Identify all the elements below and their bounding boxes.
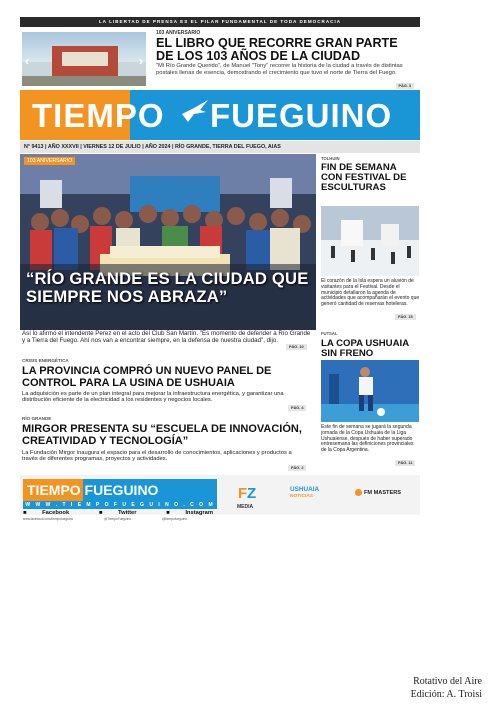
- mirgor-text: La Fundación Mirgor inaugura el espacio para el desarrollo de conocimientos, aplicaciones y productos a través de diferentes programas, proyectos y actividades.: [22, 450, 292, 463]
- instagram-icon: ■: [166, 510, 170, 516]
- facebook-icon: ■: [23, 510, 27, 516]
- energy-text: La adquisición es parte de un plan integral para mejorar la infraestructura energética, y garantizar una distribución eficiente de la electricidad a los residentes y negocios locales.: [22, 391, 284, 404]
- hero-kicker: 103 ANIVERSARIO: [24, 157, 75, 165]
- promo-text: "Mi Río Grande Querido", de Manuel "Tony" recorrer la historia de la ciudad a través de distintas postales llenas de esencia, demostrando el crecimiento que tuvo el norte de Tierra del Fuego.: [156, 63, 403, 76]
- futsal-title[interactable]: LA COPA USHUAIA SIN FRENO: [321, 338, 409, 360]
- credit-editor: Edición: A. Troisi: [410, 689, 482, 700]
- bird-icon: [180, 96, 210, 126]
- sculpture-photo: [321, 206, 419, 276]
- social-links: [23, 510, 241, 516]
- radio-icon: [355, 489, 362, 496]
- promo-title[interactable]: EL LIBRO QUE RECORRE GRAN PARTE DE LOS 103 AÑOS DE LA CIUDAD: [156, 36, 398, 63]
- promo-kicker: 103 ANIVERSARIO: [156, 30, 201, 36]
- futsal-photo: [321, 360, 419, 422]
- twitter-icon: ■: [98, 510, 103, 516]
- footer-logo: TIEMPO FUEGUINO: [23, 479, 217, 501]
- ushuaia-noticias-logo[interactable]: USHUAIA NOTICIAS: [290, 486, 320, 499]
- credit-source: Rotativo del Aire: [413, 676, 482, 687]
- page-ref: PÁG. 2: [288, 465, 306, 471]
- sculpture-kicker: TOLHUIN: [321, 156, 340, 161]
- page-ref: PÁG. 11: [395, 460, 415, 466]
- footer: [20, 475, 420, 521]
- issue-info: N° 9413 | AÑO XXXVII | VIERNES 12 DE JULIO | AÑO 2024 | RÍO GRANDE, TIERRA DEL FUEGO, AIAS: [20, 141, 420, 153]
- site-url[interactable]: W W W . T I E M P O F U E G U I N O . C O M: [23, 501, 217, 509]
- fm-masters-logo[interactable]: FM MASTERS: [355, 489, 401, 496]
- hero-lead: Así lo afirmó el intendente Perez en el acto del Club San Martín. "Es momento de defender a Río Grande y a Tierra del Fuego. Ahí nos van a encontrar siempre, en la defensa de nuestra ciudad", dijo.: [22, 330, 311, 344]
- top-banner: LA LIBERTAD DE PRENSA ES EL PILAR FUNDAMENTAL DE TODA DEMOCRACIA: [20, 17, 420, 27]
- instagram-link[interactable]: ■ Instagram: [166, 510, 214, 516]
- hero-title[interactable]: “RÍO GRANDE ES LA CIUDAD QUE SIEMPRE NOS ABRAZA”: [26, 269, 309, 306]
- mirgor-kicker: RÍO GRANDE: [22, 416, 52, 421]
- newspaper-cover: [20, 17, 420, 521]
- masthead-word-tiempo: TIEMPO: [32, 97, 165, 134]
- hero-article[interactable]: [20, 154, 316, 330]
- promo-photo: [22, 32, 146, 86]
- page-ref: PÁG. 4: [288, 405, 306, 411]
- masthead-word-fueguino: FUEGUINO: [210, 97, 393, 134]
- page-ref: PÁG. 3: [396, 83, 414, 89]
- energy-kicker: CRISIS ENERGÉTICA: [22, 358, 69, 363]
- energy-article[interactable]: [20, 355, 316, 413]
- mirgor-article[interactable]: [20, 415, 316, 473]
- futsal-text: Este fin de semana se jugará la segunda jornada de la Copa Ushuaia de la Liga Ushuaiense, después de haber superado entresemana las definiciones provinciales de la Copa Argentina.: [321, 424, 414, 454]
- sculpture-text: El corazón de la Isla espera un aluvión de visitantes para el Festival. Desde el municipio detallaron la agenda de actividades que acompañarán el evento que generó cantidad de reservas hoteleras.: [321, 278, 420, 308]
- facebook-link[interactable]: ■ Facebook: [23, 510, 70, 516]
- page-ref: PÁG. 10: [286, 344, 307, 350]
- sculpture-title[interactable]: FIN DE SEMANA CON FESTIVAL DE ESCULTURAS: [321, 162, 407, 194]
- social-handles: www.facebook.com/tiempofueguino @TiempoFueguino @tiempofueguino: [23, 517, 188, 521]
- credits: [411, 675, 482, 701]
- chevron-right-icon[interactable]: ›: [139, 54, 143, 68]
- chevron-left-icon[interactable]: ‹: [25, 54, 29, 68]
- twitter-link[interactable]: ■ Twitter: [98, 510, 137, 516]
- fz-media-logo[interactable]: F Z MEDIA: [237, 485, 257, 510]
- futsal-kicker: FUTSAL: [321, 331, 338, 336]
- promo-book-article[interactable]: [20, 28, 420, 90]
- page-ref: PÁG. 15: [395, 314, 416, 320]
- energy-title[interactable]: LA PROVINCIA COMPRÓ UN NUEVO PANEL DE CONTROL PARA LA USINA DE USHUAIA: [22, 365, 272, 389]
- masthead-logo: [20, 90, 420, 140]
- mirgor-title[interactable]: MIRGOR PRESENTA SU “ESCUELA DE INNOVACIÓN, CREATIVIDAD Y TECNOLOGÍA”: [22, 423, 302, 447]
